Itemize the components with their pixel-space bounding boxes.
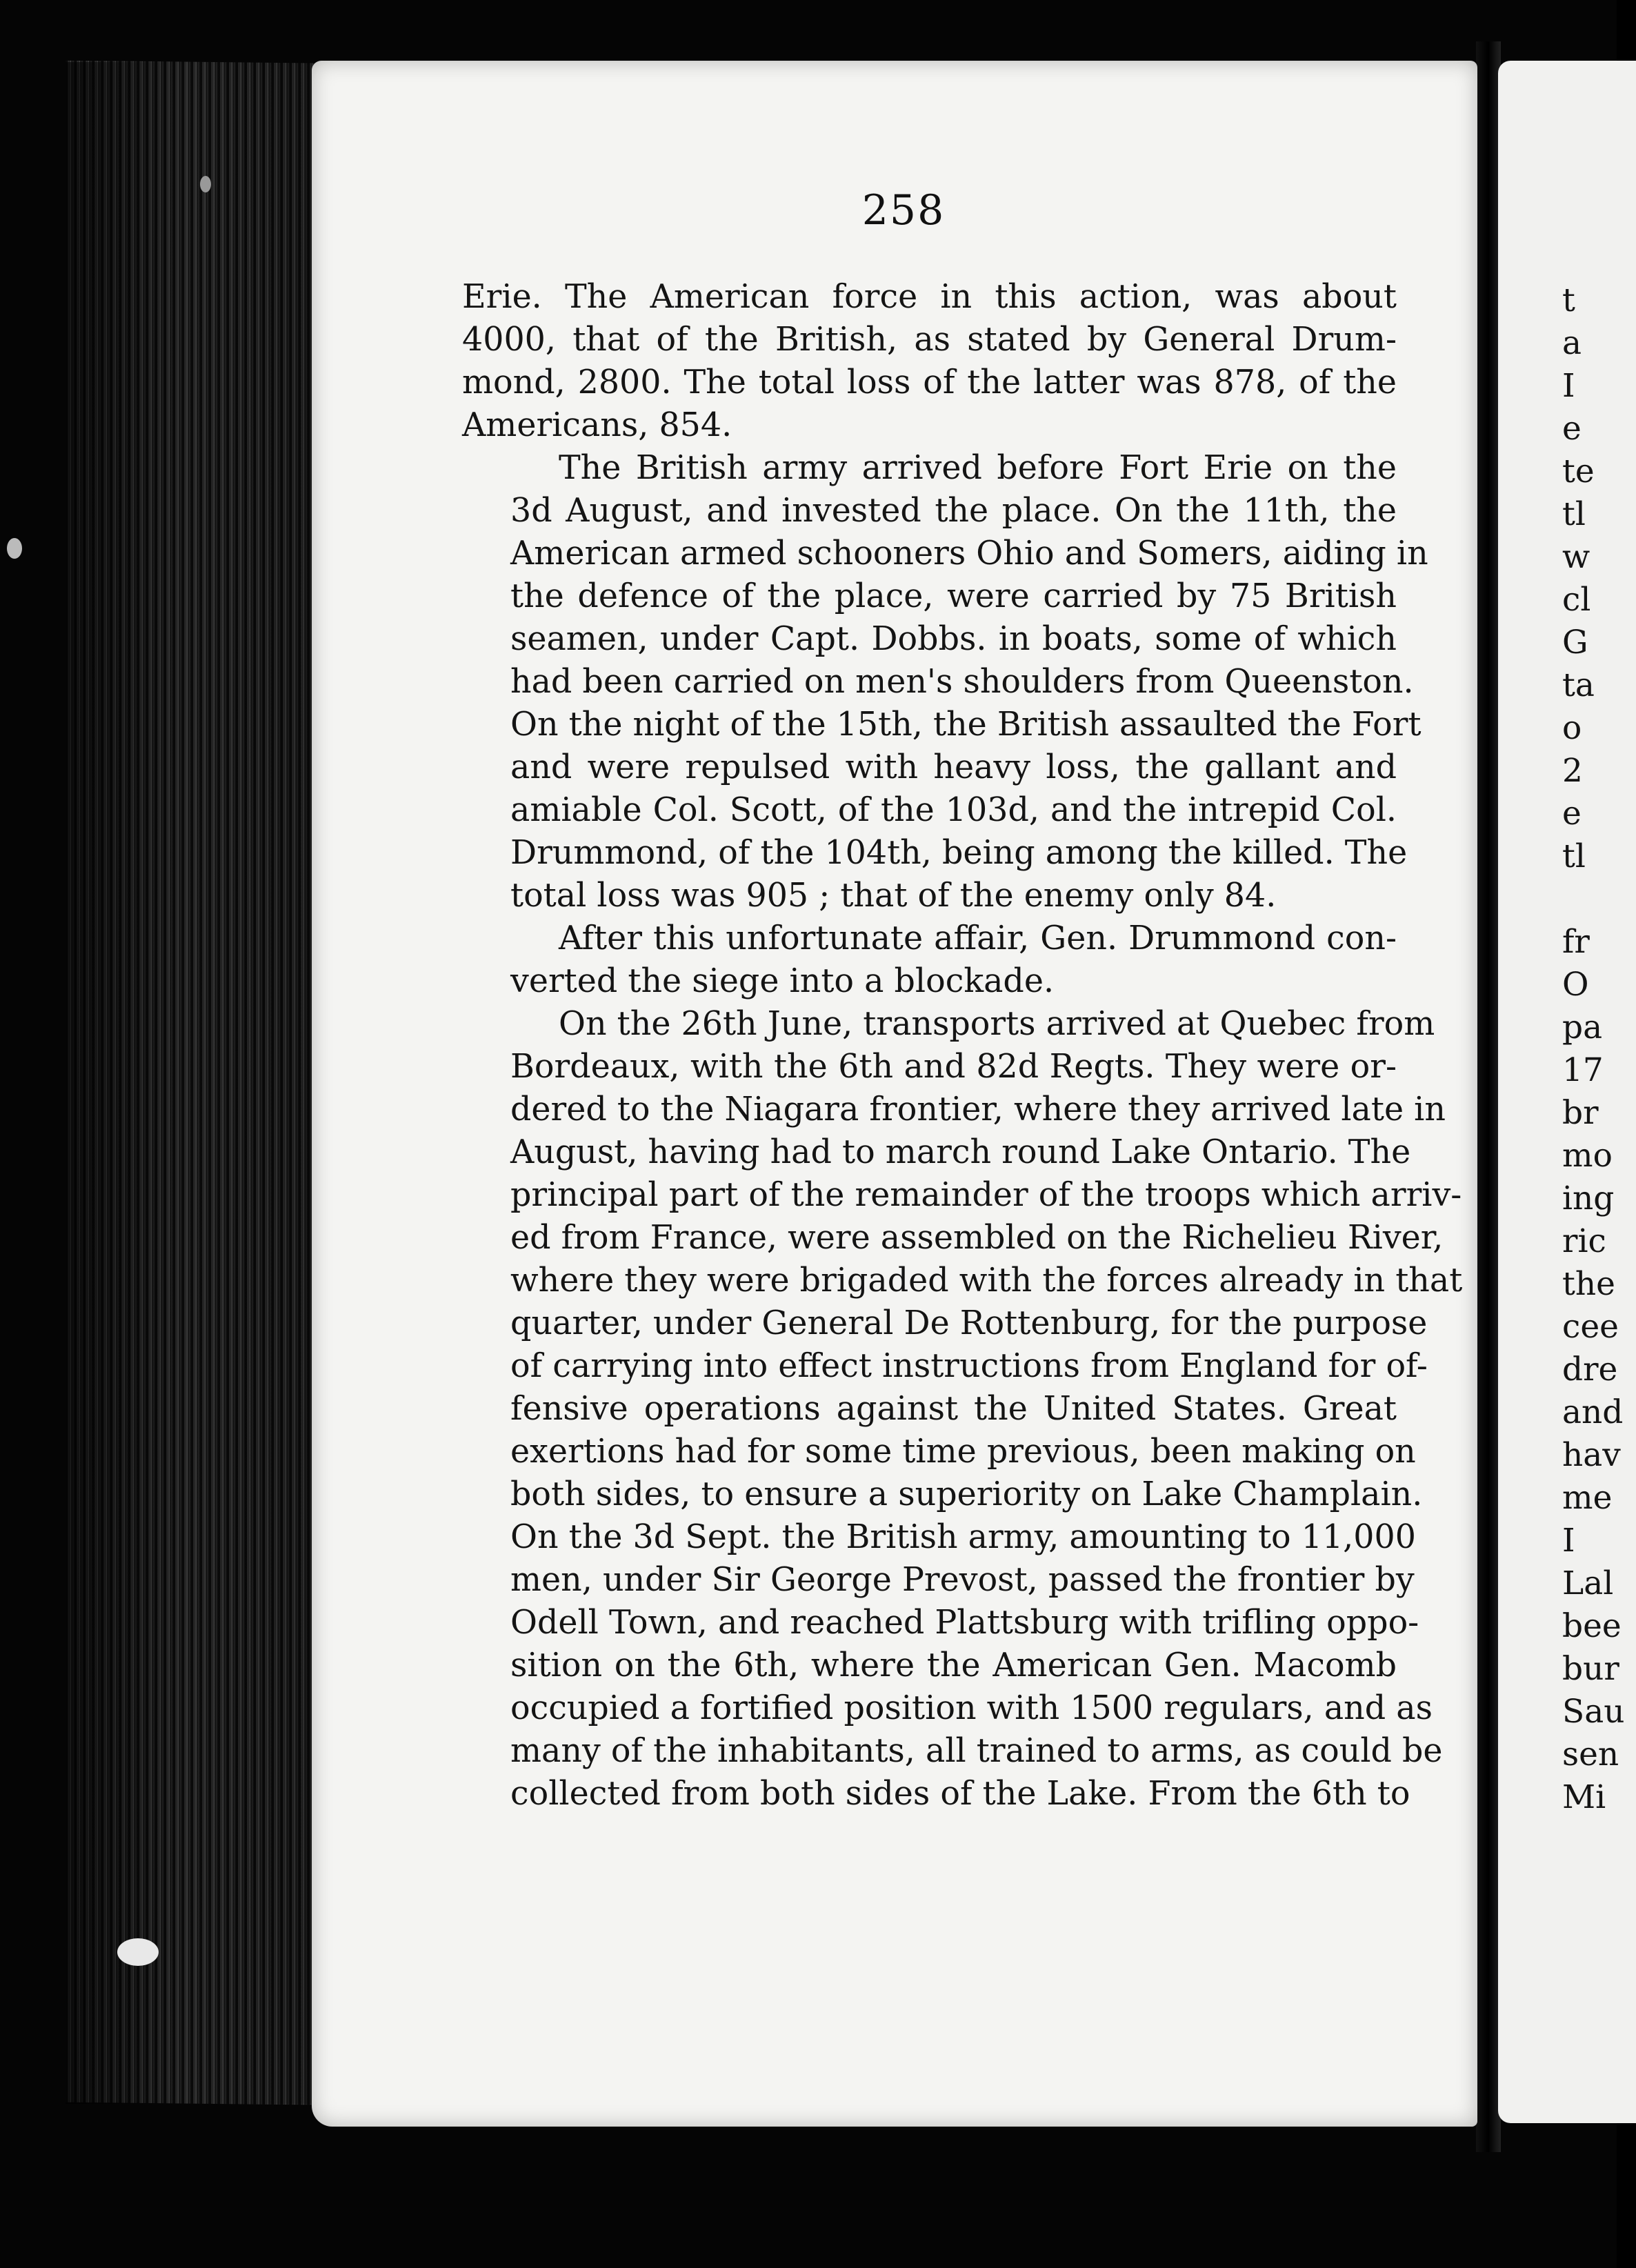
facing-page-fragment: O <box>1562 966 1589 1004</box>
text-line: had been carried on men's shoulders from Queenston. <box>510 663 1414 701</box>
facing-page-fragment: dre <box>1562 1351 1618 1389</box>
text-line: fensive operations against the United States. Great <box>510 1390 1397 1428</box>
text-line: ed from France, were assembled on the Richelieu River, <box>510 1219 1444 1257</box>
facing-page-fragment: tl <box>1562 837 1586 875</box>
facing-page-text <box>1562 279 1625 1819</box>
text-line: total loss was 905 ; that of the enemy only 84. <box>510 877 1277 915</box>
facing-page-fragment <box>1562 878 1617 921</box>
body-text <box>462 276 1463 1816</box>
book-gutter <box>1476 41 1501 2152</box>
text-line: 4000, that of the British, as stated by General Drum- <box>462 321 1397 359</box>
text-line: sition on the 6th, where the American Gen. Macomb <box>510 1647 1397 1684</box>
text-line: seamen, under Capt. Dobbs. in boats, some of which <box>510 620 1397 658</box>
facing-page-fragment: 2 <box>1562 752 1583 790</box>
facing-page-fragment: the <box>1562 1265 1615 1303</box>
text-line: of carrying into effect instructions from England for of- <box>510 1347 1428 1385</box>
facing-page-fragment: Sau <box>1562 1693 1625 1731</box>
text-line: 3d August, and invested the place. On the 11th, the <box>510 492 1397 530</box>
text-line: principal part of the remainder of the troops which arriv- <box>510 1176 1462 1214</box>
text-line: Bordeaux, with the 6th and 82d Regts. They were or- <box>510 1048 1397 1086</box>
text-line: both sides, to ensure a superiority on Lake Champlain. <box>510 1475 1423 1513</box>
text-line: where they were brigaded with the forces already in that <box>510 1262 1463 1300</box>
facing-page-fragment: mo <box>1562 1137 1613 1175</box>
facing-page-fragment: ta <box>1562 666 1595 704</box>
facing-page-fragment: ing <box>1562 1180 1615 1217</box>
text-line: Odell Town, and reached Plattsburg with trifling oppo- <box>510 1604 1419 1642</box>
paragraph <box>462 447 1428 917</box>
paper-speck <box>200 176 211 192</box>
paper-speck <box>7 538 22 559</box>
text-line: many of the inhabitants, all trained to arms, as could be <box>510 1732 1443 1770</box>
facing-page-fragment: and <box>1562 1393 1624 1431</box>
text-line: exertions had for some time previous, been making on <box>510 1433 1416 1471</box>
facing-page-fragment: e <box>1562 410 1582 448</box>
text-line: the defence of the place, were carried by 75 British <box>510 577 1397 615</box>
text-line: On the 3d Sept. the British army, amounting to 11,000 <box>510 1518 1416 1556</box>
facing-page-fragment: cee <box>1562 1308 1619 1346</box>
text-line: Americans, 854. <box>462 406 732 444</box>
facing-page-fragment: te <box>1562 452 1595 490</box>
facing-page-fragment: bee <box>1562 1607 1622 1645</box>
facing-page-fragment: I <box>1562 1522 1575 1560</box>
facing-page-fragment: o <box>1562 709 1582 747</box>
facing-page-fragment: Lal <box>1562 1564 1614 1602</box>
paper-speck <box>117 1938 159 1966</box>
facing-page-fragment: e <box>1562 795 1582 833</box>
text-line: occupied a fortified position with 1500 regulars, and as <box>510 1689 1433 1727</box>
paragraph <box>462 917 1397 1003</box>
text-line: On the night of the 15th, the British assaulted the Fort <box>510 706 1421 744</box>
facing-page-fragment: G <box>1562 624 1588 662</box>
facing-page-fragment: me <box>1562 1479 1613 1517</box>
text-line: The British army arrived before Fort Erie on the <box>559 449 1397 487</box>
facing-page-fragment: 17 <box>1562 1051 1604 1089</box>
text-line: mond, 2800. The total loss of the latter was 878, of the <box>462 364 1397 401</box>
page-number: 258 <box>861 186 946 235</box>
facing-page-fragment: hav <box>1562 1436 1621 1474</box>
facing-page-fragment: fr <box>1562 923 1590 961</box>
facing-page-fragment: cl <box>1562 581 1591 619</box>
text-line: collected from both sides of the Lake. From the 6th to <box>510 1775 1410 1813</box>
text-line: After this unfortunate affair, Gen. Drummond con- <box>559 919 1397 957</box>
facing-page-fragment: ric <box>1562 1222 1606 1260</box>
facing-page-fragment: w <box>1562 538 1590 576</box>
facing-page-fragment: Mi <box>1562 1778 1606 1816</box>
text-line: American armed schooners Ohio and Somers, aiding in <box>510 535 1428 573</box>
text-line: Erie. The American force in this action, was about <box>462 278 1397 316</box>
paragraph <box>462 276 1397 447</box>
paragraph <box>462 1003 1463 1816</box>
text-line: On the 26th June, transports arrived at Quebec from <box>559 1005 1435 1043</box>
text-line: men, under Sir George Prevost, passed the frontier by <box>510 1561 1415 1599</box>
facing-page-fragment: sen <box>1562 1735 1619 1773</box>
facing-page-fragment: bur <box>1562 1650 1619 1688</box>
facing-page-fragment: a <box>1562 324 1582 362</box>
text-line: quarter, under General De Rottenburg, for the purpose <box>510 1304 1428 1342</box>
text-line: verted the siege into a blockade. <box>510 962 1055 1000</box>
text-line: August, having had to march round Lake Ontario. The <box>510 1133 1411 1171</box>
facing-page-fragment: tl <box>1562 495 1586 533</box>
text-line: Drummond, of the 104th, being among the killed. The <box>510 834 1408 872</box>
text-line: and were repulsed with heavy loss, the gallant and <box>510 748 1397 786</box>
text-line: amiable Col. Scott, of the 103d, and the intrepid Col. <box>510 791 1397 829</box>
facing-page-fragment: pa <box>1562 1008 1603 1046</box>
facing-page-fragment: I <box>1562 367 1575 405</box>
facing-page-fragment: t <box>1562 281 1575 319</box>
facing-page-fragment: br <box>1562 1094 1599 1132</box>
text-line: dered to the Niagara frontier, where they arrived late in <box>510 1091 1446 1128</box>
